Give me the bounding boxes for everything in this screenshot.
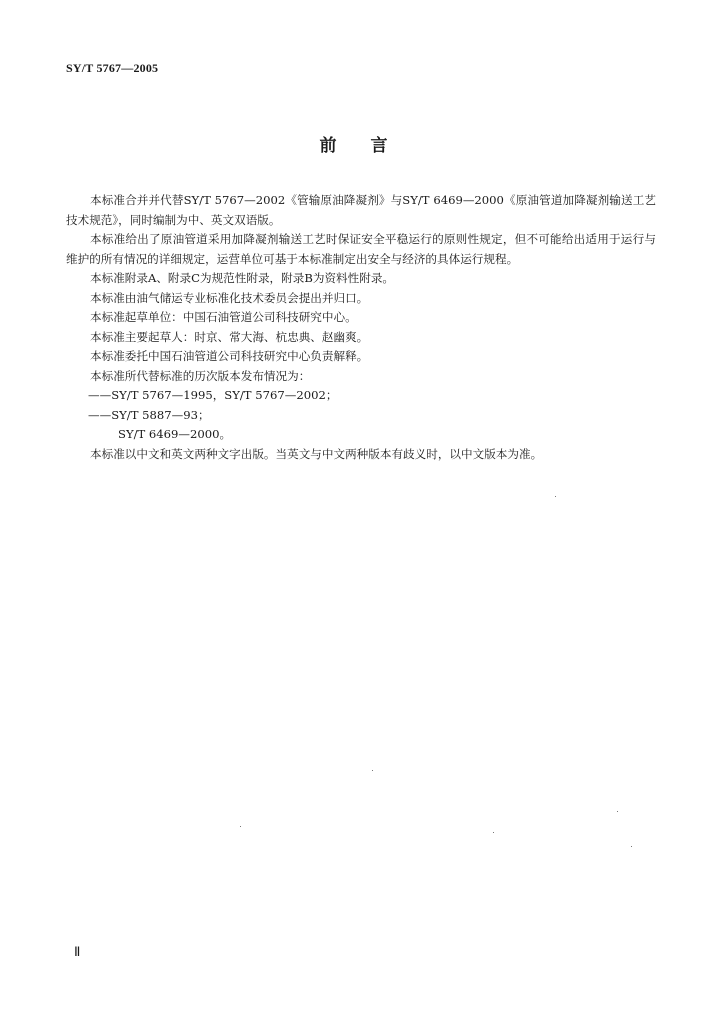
- foreword-body: [66, 191, 656, 464]
- paragraph-drafting-unit: 本标准起草单位：中国石油管道公司科技研究中心。: [90, 310, 357, 324]
- paragraph-scope: 本标准给出了原油管道采用加降凝剂输送工艺时保证安全平稳运行的原则性规定，但不可能给出适用于运行与维护的所有情况的详细规定，运营单位可基于本标准制定出安全与经济的具体运行规程。: [66, 232, 656, 266]
- paragraph-proposer: 本标准由油气储运专业标准化技术委员会提出并归口。: [90, 290, 369, 305]
- scan-speck: [617, 811, 618, 812]
- page-number: Ⅱ: [74, 944, 81, 959]
- scan-speck: [493, 832, 494, 833]
- scan-speck: [372, 770, 373, 771]
- scan-speck: [555, 496, 556, 497]
- standard-code: SY/T 5767—2005: [66, 61, 159, 75]
- history-item: ——SY/T 5767—1995，SY/T 5767—2002；: [88, 388, 338, 402]
- paragraph-drafters: 本标准主要起草人：时京、常大海、杭忠典、赵幽爽。: [90, 329, 369, 344]
- page-title: 前言: [319, 136, 422, 156]
- scan-speck: [631, 846, 632, 847]
- paragraph-annexes: 本标准附录A、附录C为规范性附录，附录B为资料性附录。: [90, 271, 395, 285]
- paragraph-interpretation: 本标准委托中国石油管道公司科技研究中心负责解释。: [90, 349, 369, 363]
- paragraph-history-intro: 本标准所代替标准的历次版本发布情况为：: [90, 368, 311, 383]
- history-item: ——SY/T 5887—93；: [88, 407, 210, 422]
- paragraph-merge: 本标准合并并代替SY/T 5767—2002《管输原油降凝剂》与SY/T 6469—2000《原油管道加降凝剂输送工艺技术规范》，同时编制为中、英文双语版。: [66, 193, 656, 227]
- scan-speck: [240, 826, 241, 827]
- history-item: SY/T 6469—2000。: [118, 427, 232, 441]
- paragraph-language: 本标准以中文和英文两种文字出版。当英文与中文两种版本有歧义时，以中文版本为准。: [90, 446, 543, 461]
